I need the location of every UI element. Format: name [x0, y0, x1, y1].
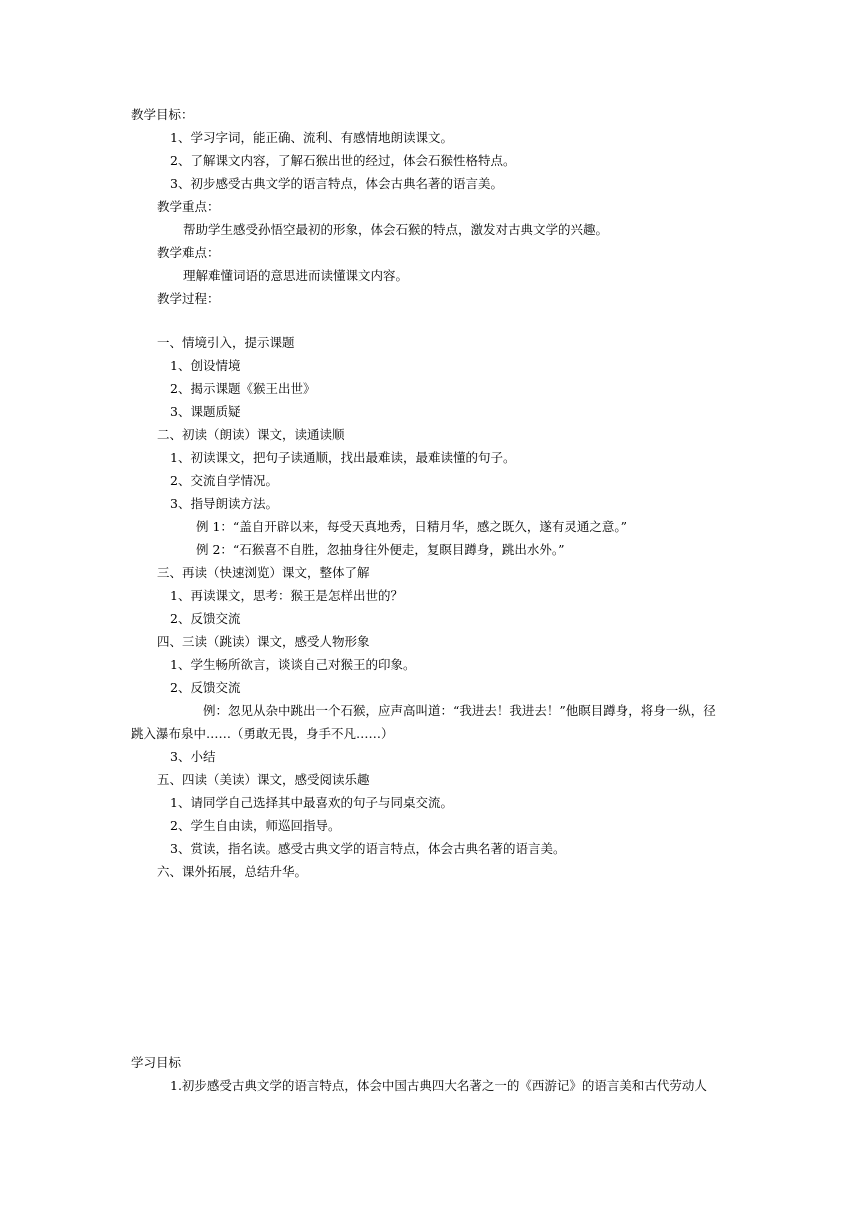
goal-item: 2、了解课文内容，了解石猴出世的经过，体会石猴性格特点。: [170, 153, 516, 168]
step-item: 3、赏读，指名读。感受古典文学的语言特点，体会古典名著的语言美。: [170, 841, 566, 856]
section-heading: 三、再读（快速浏览）课文，整体了解: [157, 565, 370, 580]
step-item: 1、学生畅所欲言，谈谈自己对猴王的印象。: [170, 657, 416, 672]
goal-item: 1、学习字词，能正确、流利、有感情地朗读课文。: [170, 130, 453, 145]
heading-teaching-goals: 教学目标：: [131, 107, 194, 122]
section-heading: 六、课外拓展，总结升华。: [157, 864, 308, 879]
goal-item: 3、初步感受古典文学的语言特点，体会古典名著的语言美。: [170, 176, 503, 191]
key-point-text: 帮助学生感受孙悟空最初的形象，体会石猴的特点，激发对古典文学的兴趣。: [183, 222, 609, 237]
section-heading: 二、初读（朗读）课文，读通读顺: [157, 427, 345, 442]
example-text: 跳入瀑布泉中……（勇敢无畏，身手不凡……）: [131, 726, 394, 741]
difficulty-text: 理解难懂词语的意思进而读懂课文内容。: [183, 268, 409, 283]
step-item: 2、反馈交流: [170, 680, 241, 695]
step-item: 3、课题质疑: [170, 404, 241, 419]
step-item: 1、初读课文，把句子读通顺，找出最难读，最难读懂的句子。: [170, 450, 516, 465]
step-item: 2、揭示课题《猴王出世》: [170, 381, 316, 396]
step-item: 1、请同学自己选择其中最喜欢的句子与同桌交流。: [170, 795, 453, 810]
step-item: 3、小结: [170, 749, 216, 764]
heading-learning-goals: 学习目标: [131, 1055, 182, 1070]
step-item: 2、交流自学情况。: [170, 473, 278, 488]
example-text: 例 1：“盖自开辟以来，每受天真地秀，日精月华，感之既久，遂有灵通之意。”: [196, 519, 627, 534]
section-heading: 一、情境引入，提示课题: [157, 335, 295, 350]
step-item: 2、学生自由读，师巡回指导。: [170, 818, 341, 833]
example-text: 例 2：“石猴喜不自胜，忽抽身往外便走，复瞑目蹲身，跳出水外。”: [196, 542, 565, 557]
step-item: 3、指导朗读方法。: [170, 496, 278, 511]
section-heading: 四、三读（跳读）课文，感受人物形象: [157, 634, 370, 649]
heading-process: 教学过程：: [157, 291, 220, 306]
heading-difficulties: 教学难点：: [157, 245, 220, 260]
step-item: 1、创设情境: [170, 358, 241, 373]
learning-goal-item: 1.初步感受古典文学的语言特点，体会中国古典四大名著之一的《西游记》的语言美和古代劳动人: [170, 1078, 707, 1093]
example-text: 例：忽见从杂中跳出一个石猴，应声高叫道：“我进去！我进去！”他瞑目蹲身，将身一纵，径: [203, 703, 716, 718]
section-heading: 五、四读（美读）课文，感受阅读乐趣: [157, 772, 370, 787]
step-item: 1、再读课文，思考：猴王是怎样出世的？: [170, 588, 403, 603]
step-item: 2、反馈交流: [170, 611, 241, 626]
heading-key-points: 教学重点：: [157, 199, 220, 214]
